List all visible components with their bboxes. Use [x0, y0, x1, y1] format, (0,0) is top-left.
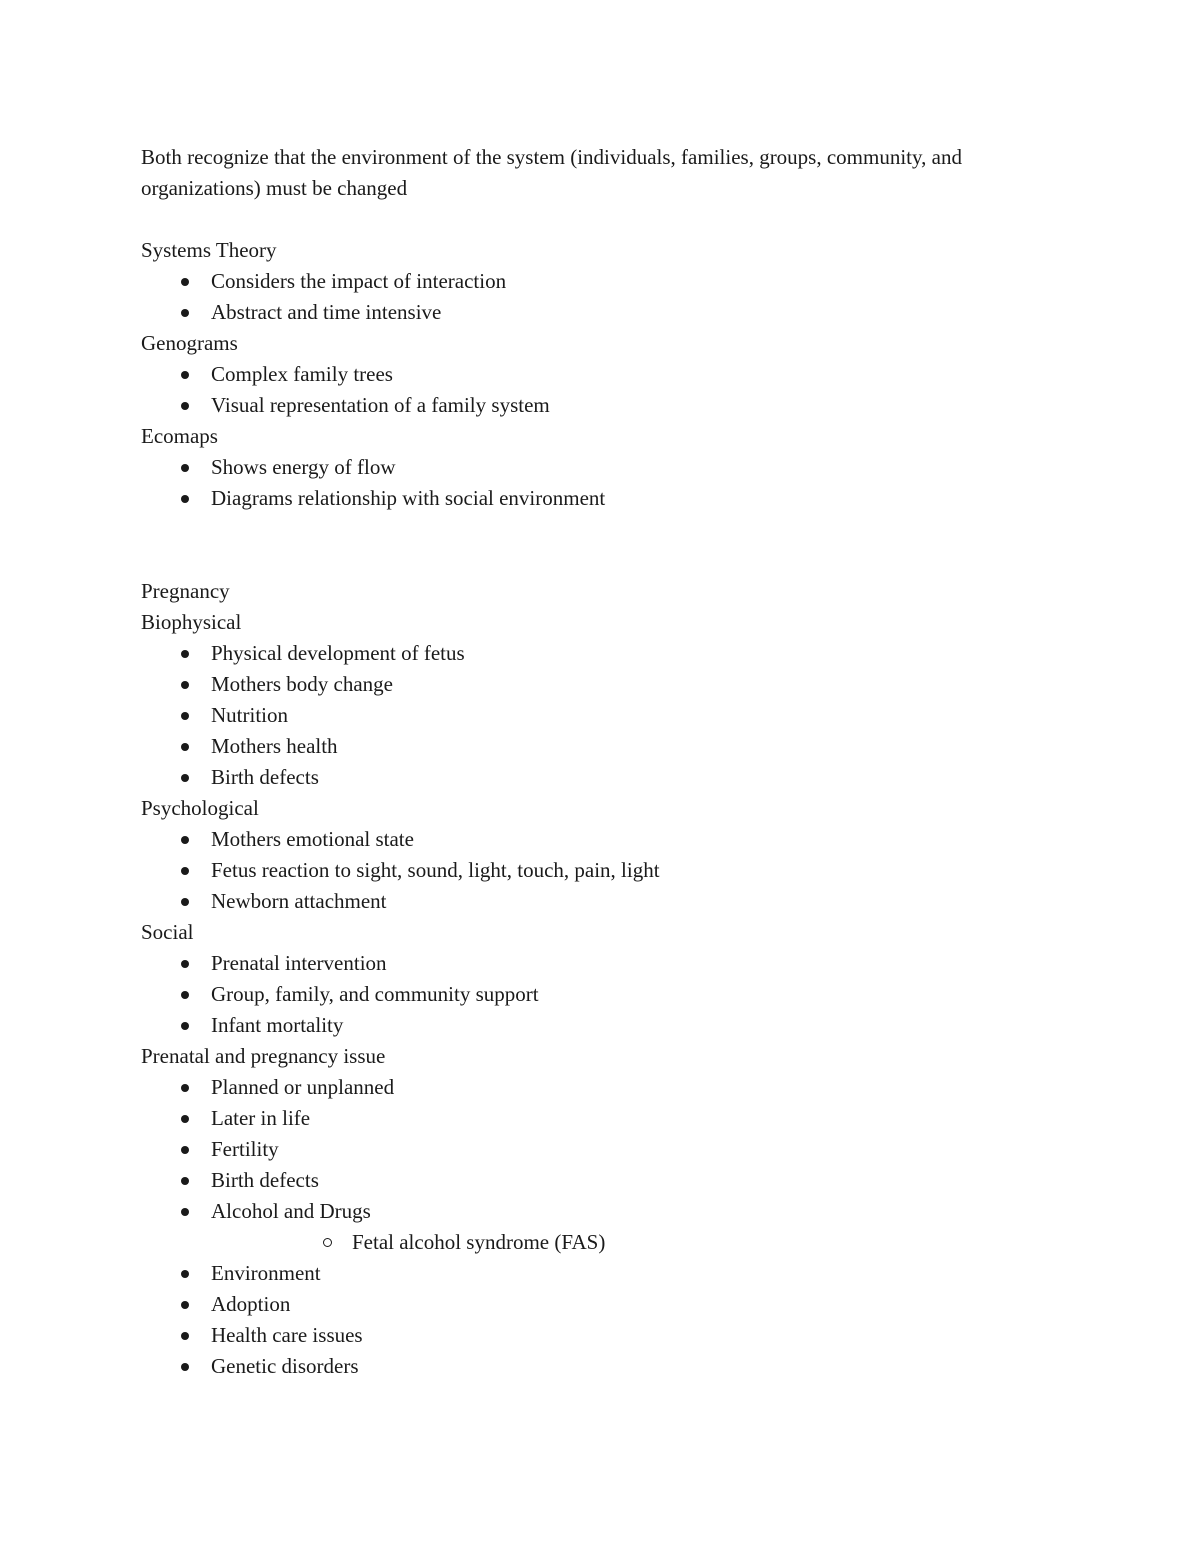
list-item [141, 762, 1061, 793]
list-item-text: Genetic disorders [211, 1354, 359, 1378]
bullet-icon [181, 743, 189, 751]
bullet-icon [181, 1084, 189, 1092]
list-prenatal-issues [141, 1072, 1061, 1382]
list-item-text: Environment [211, 1261, 321, 1285]
list-item [141, 1351, 1061, 1382]
heading-prenatal-issues: Prenatal and pregnancy issue [141, 1044, 386, 1068]
list-item-text: Nutrition [211, 703, 288, 727]
list-social [141, 948, 1061, 1041]
list-item-text: Fertility [211, 1137, 279, 1161]
heading-biophysical: Biophysical [141, 610, 242, 634]
list-item-text: Visual representation of a family system [211, 393, 550, 417]
hollow-bullet-icon [323, 1238, 332, 1247]
bullet-icon [181, 402, 189, 410]
intro-paragraph: Both recognize that the environment of the system (individuals, families, groups, community, and organizations) must be changed [141, 145, 962, 200]
list-item-text: Alcohol and Drugs [211, 1199, 371, 1223]
sublist-item-text: Fetal alcohol syndrome (FAS) [352, 1230, 606, 1254]
bullet-icon [181, 650, 189, 658]
bullet-icon [181, 1146, 189, 1154]
bullet-icon [181, 371, 189, 379]
bullet-icon [181, 836, 189, 844]
bullet-icon [181, 278, 189, 286]
sublist-item [211, 1227, 1061, 1258]
list-item-text: Mothers health [211, 734, 338, 758]
list-item [141, 1289, 1061, 1320]
list-genograms [141, 359, 1061, 421]
list-item [141, 1258, 1061, 1289]
bullet-icon [181, 464, 189, 472]
bullet-icon [181, 1208, 189, 1216]
list-item-text: Fetus reaction to sight, sound, light, touch, pain, light [211, 858, 660, 882]
bullet-icon [181, 712, 189, 720]
list-item-text: Health care issues [211, 1323, 363, 1347]
list-item-text: Abstract and time intensive [211, 300, 442, 324]
list-item-text: Physical development of fetus [211, 641, 465, 665]
heading-systems-theory: Systems Theory [141, 238, 277, 262]
list-item [141, 452, 1061, 483]
list-item [141, 266, 1061, 297]
heading-ecomaps: Ecomaps [141, 424, 218, 448]
list-item [141, 979, 1061, 1010]
list-item [141, 297, 1061, 328]
list-item [141, 359, 1061, 390]
list-biophysical [141, 638, 1061, 793]
heading-genograms: Genograms [141, 331, 238, 355]
list-item-text: Considers the impact of interaction [211, 269, 507, 293]
list-item [141, 483, 1061, 514]
bullet-icon [181, 1115, 189, 1123]
list-item-text: Adoption [211, 1292, 291, 1316]
list-item [141, 824, 1061, 855]
list-item-text: Shows energy of flow [211, 455, 396, 479]
list-item-text: Infant mortality [211, 1013, 344, 1037]
list-item-text: Birth defects [211, 765, 319, 789]
list-item-text: Mothers body change [211, 672, 393, 696]
bullet-icon [181, 774, 189, 782]
spacer [141, 204, 1061, 235]
list-item-text: Group, family, and community support [211, 982, 539, 1006]
list-item-text: Mothers emotional state [211, 827, 414, 851]
bullet-icon [181, 1022, 189, 1030]
bullet-icon [181, 991, 189, 999]
list-item-text: Birth defects [211, 1168, 319, 1192]
list-item [141, 1010, 1061, 1041]
heading-social: Social [141, 920, 194, 944]
list-item-text: Newborn attachment [211, 889, 387, 913]
spacer [141, 514, 1061, 576]
bullet-icon [181, 960, 189, 968]
list-item-text: Planned or unplanned [211, 1075, 395, 1099]
bullet-icon [181, 1363, 189, 1371]
list-item [141, 1165, 1061, 1196]
bullet-icon [181, 309, 189, 317]
list-item [141, 1320, 1061, 1351]
bullet-icon [181, 898, 189, 906]
list-item [141, 1134, 1061, 1165]
list-item [141, 1196, 1061, 1258]
bullet-icon [181, 867, 189, 875]
list-item [141, 886, 1061, 917]
list-item [141, 390, 1061, 421]
list-item-text: Later in life [211, 1106, 311, 1130]
sublist-alcohol [211, 1227, 1061, 1258]
list-item [141, 731, 1061, 762]
list-item [141, 700, 1061, 731]
list-item [141, 669, 1061, 700]
bullet-icon [181, 495, 189, 503]
list-item-text: Prenatal intervention [211, 951, 387, 975]
list-systems-theory [141, 266, 1061, 328]
list-item-text: Diagrams relationship with social environment [211, 486, 606, 510]
list-ecomaps [141, 452, 1061, 514]
heading-psychological: Psychological [141, 796, 259, 820]
heading-pregnancy: Pregnancy [141, 579, 230, 603]
bullet-icon [181, 1301, 189, 1309]
document-page [141, 142, 1061, 1382]
list-item [141, 948, 1061, 979]
list-item [141, 1072, 1061, 1103]
bullet-icon [181, 1177, 189, 1185]
list-item [141, 1103, 1061, 1134]
list-item [141, 638, 1061, 669]
bullet-icon [181, 681, 189, 689]
list-item [141, 855, 1061, 886]
list-item-text: Complex family trees [211, 362, 393, 386]
bullet-icon [181, 1332, 189, 1340]
list-psychological [141, 824, 1061, 917]
bullet-icon [181, 1270, 189, 1278]
